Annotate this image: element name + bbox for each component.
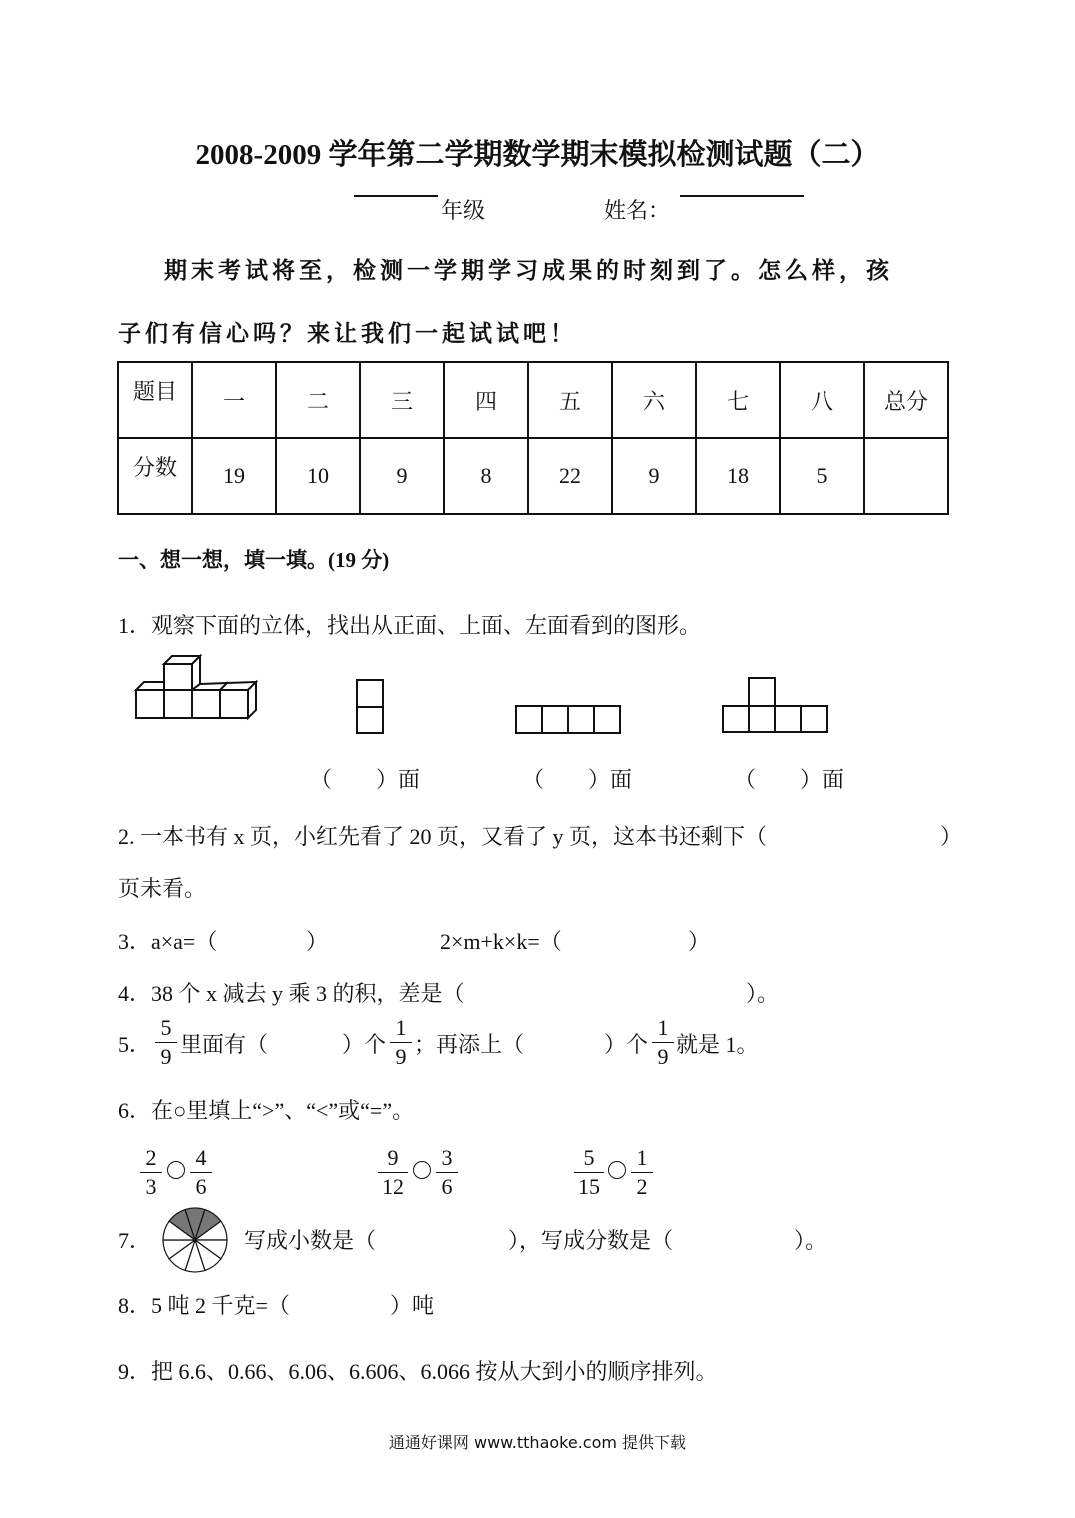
fraction-pie-figure (160, 1205, 230, 1275)
section-1-heading: 一、想一想，填一填。(19 分) (118, 548, 390, 572)
total-score-cell[interactable] (864, 438, 948, 514)
question-7-text: ），写成分数是（ (508, 1228, 674, 1253)
name-blank-line (680, 195, 804, 197)
question-8: 8．5 吨 2 千克=（ (118, 1293, 290, 1318)
cube-solid-figure (134, 652, 264, 724)
view-answer-blank-1[interactable]: （ ）面 (310, 767, 421, 792)
question-4: 4．38 个 x 减去 y 乘 3 的积，差是（ (118, 981, 465, 1006)
fraction: 9 12 (376, 1146, 410, 1199)
page-title: 2008-2009 学年第二学期数学期末模拟检测试题（二） (195, 139, 880, 171)
question-2-close: ） (940, 824, 963, 849)
view-figure-3 (722, 677, 830, 735)
question-5-text: ）个 (604, 1032, 649, 1057)
intro-line-2: 子们有信心吗？来让我们一起试试吧！ (118, 321, 577, 346)
score-cell: 19 (192, 438, 276, 514)
question-5-text: 里面有（ (180, 1032, 269, 1057)
row-header-scores: 分数 (118, 438, 192, 514)
score-cell: 9 (360, 438, 444, 514)
item-cell: 一 (192, 362, 276, 438)
fraction: 5 15 (572, 1146, 606, 1199)
question-2-line-2: 页未看。 (118, 876, 207, 901)
fraction: 1 9 (388, 1016, 414, 1069)
score-cell: 18 (696, 438, 780, 514)
fraction: 2 3 (138, 1146, 164, 1199)
intro-line-1: 期末考试将至，检测一学期学习成果的时刻到了。怎么样，孩 (164, 258, 893, 283)
item-cell: 五 (528, 362, 612, 438)
compare-circle[interactable] (608, 1161, 626, 1179)
score-cell: 22 (528, 438, 612, 514)
score-cell: 10 (276, 438, 360, 514)
fraction: 3 6 (434, 1146, 460, 1199)
question-5-text: ；再添上（ (414, 1032, 525, 1057)
fraction: 5 9 (153, 1016, 179, 1069)
question-3b: 2×m+k×k=（ (440, 929, 562, 954)
question-9: 9．把 6.6、0.66、6.06、6.606、6.066 按从大到小的顺序排列。 (118, 1359, 718, 1384)
question-5-number: 5． (118, 1032, 152, 1057)
question-4-close: ）。 (746, 981, 780, 1006)
item-cell: 八 (780, 362, 864, 438)
compare-circle[interactable] (413, 1161, 431, 1179)
question-7-text: ）。 (794, 1228, 828, 1253)
score-cell: 5 (780, 438, 864, 514)
item-cell: 四 (444, 362, 528, 438)
question-3a: 3．a×a=（ (118, 929, 218, 954)
question-3a-close: ） (306, 929, 329, 954)
grade-blank-line (354, 195, 438, 197)
question-5-text: ）个 (342, 1032, 387, 1057)
question-8-close: ）吨 (390, 1293, 435, 1318)
total-label-cell: 总分 (864, 362, 948, 438)
question-6: 6．在○里填上“>”、“<”或“=”。 (118, 1098, 415, 1123)
table-row (118, 362, 948, 438)
fraction: 4 6 (188, 1146, 214, 1199)
name-label: 姓名： (604, 198, 671, 223)
item-cell: 七 (696, 362, 780, 438)
view-figure-2 (515, 705, 623, 735)
question-1: 1．观察下面的立体，找出从正面、上面、左面看到的图形。 (118, 613, 702, 638)
footer-credit: 通通好课网 www.tthaoke.com 提供下载 (388, 1433, 687, 1452)
score-table (117, 361, 949, 515)
view-answer-blank-2[interactable]: （ ）面 (522, 767, 633, 792)
question-7-text: 写成小数是（ (244, 1228, 377, 1253)
item-cell: 二 (276, 362, 360, 438)
view-figure-1 (356, 679, 384, 735)
question-3b-close: ） (688, 929, 711, 954)
grade-label: 年级 (441, 198, 486, 223)
question-2-line-1: 2. 一本书有 x 页，小红先看了 20 页，又看了 y 页，这本书还剩下（ (118, 824, 768, 849)
question-7-number: 7． (118, 1228, 152, 1253)
fraction: 1 2 (629, 1146, 655, 1199)
score-cell: 8 (444, 438, 528, 514)
question-5-text: 就是 1。 (676, 1032, 759, 1057)
row-header-items: 题目 (118, 362, 192, 438)
fraction: 1 9 (650, 1016, 676, 1069)
table-row (118, 438, 948, 514)
view-answer-blank-3[interactable]: （ ）面 (734, 767, 845, 792)
item-cell: 六 (612, 362, 696, 438)
score-cell: 9 (612, 438, 696, 514)
item-cell: 三 (360, 362, 444, 438)
compare-circle[interactable] (167, 1161, 185, 1179)
